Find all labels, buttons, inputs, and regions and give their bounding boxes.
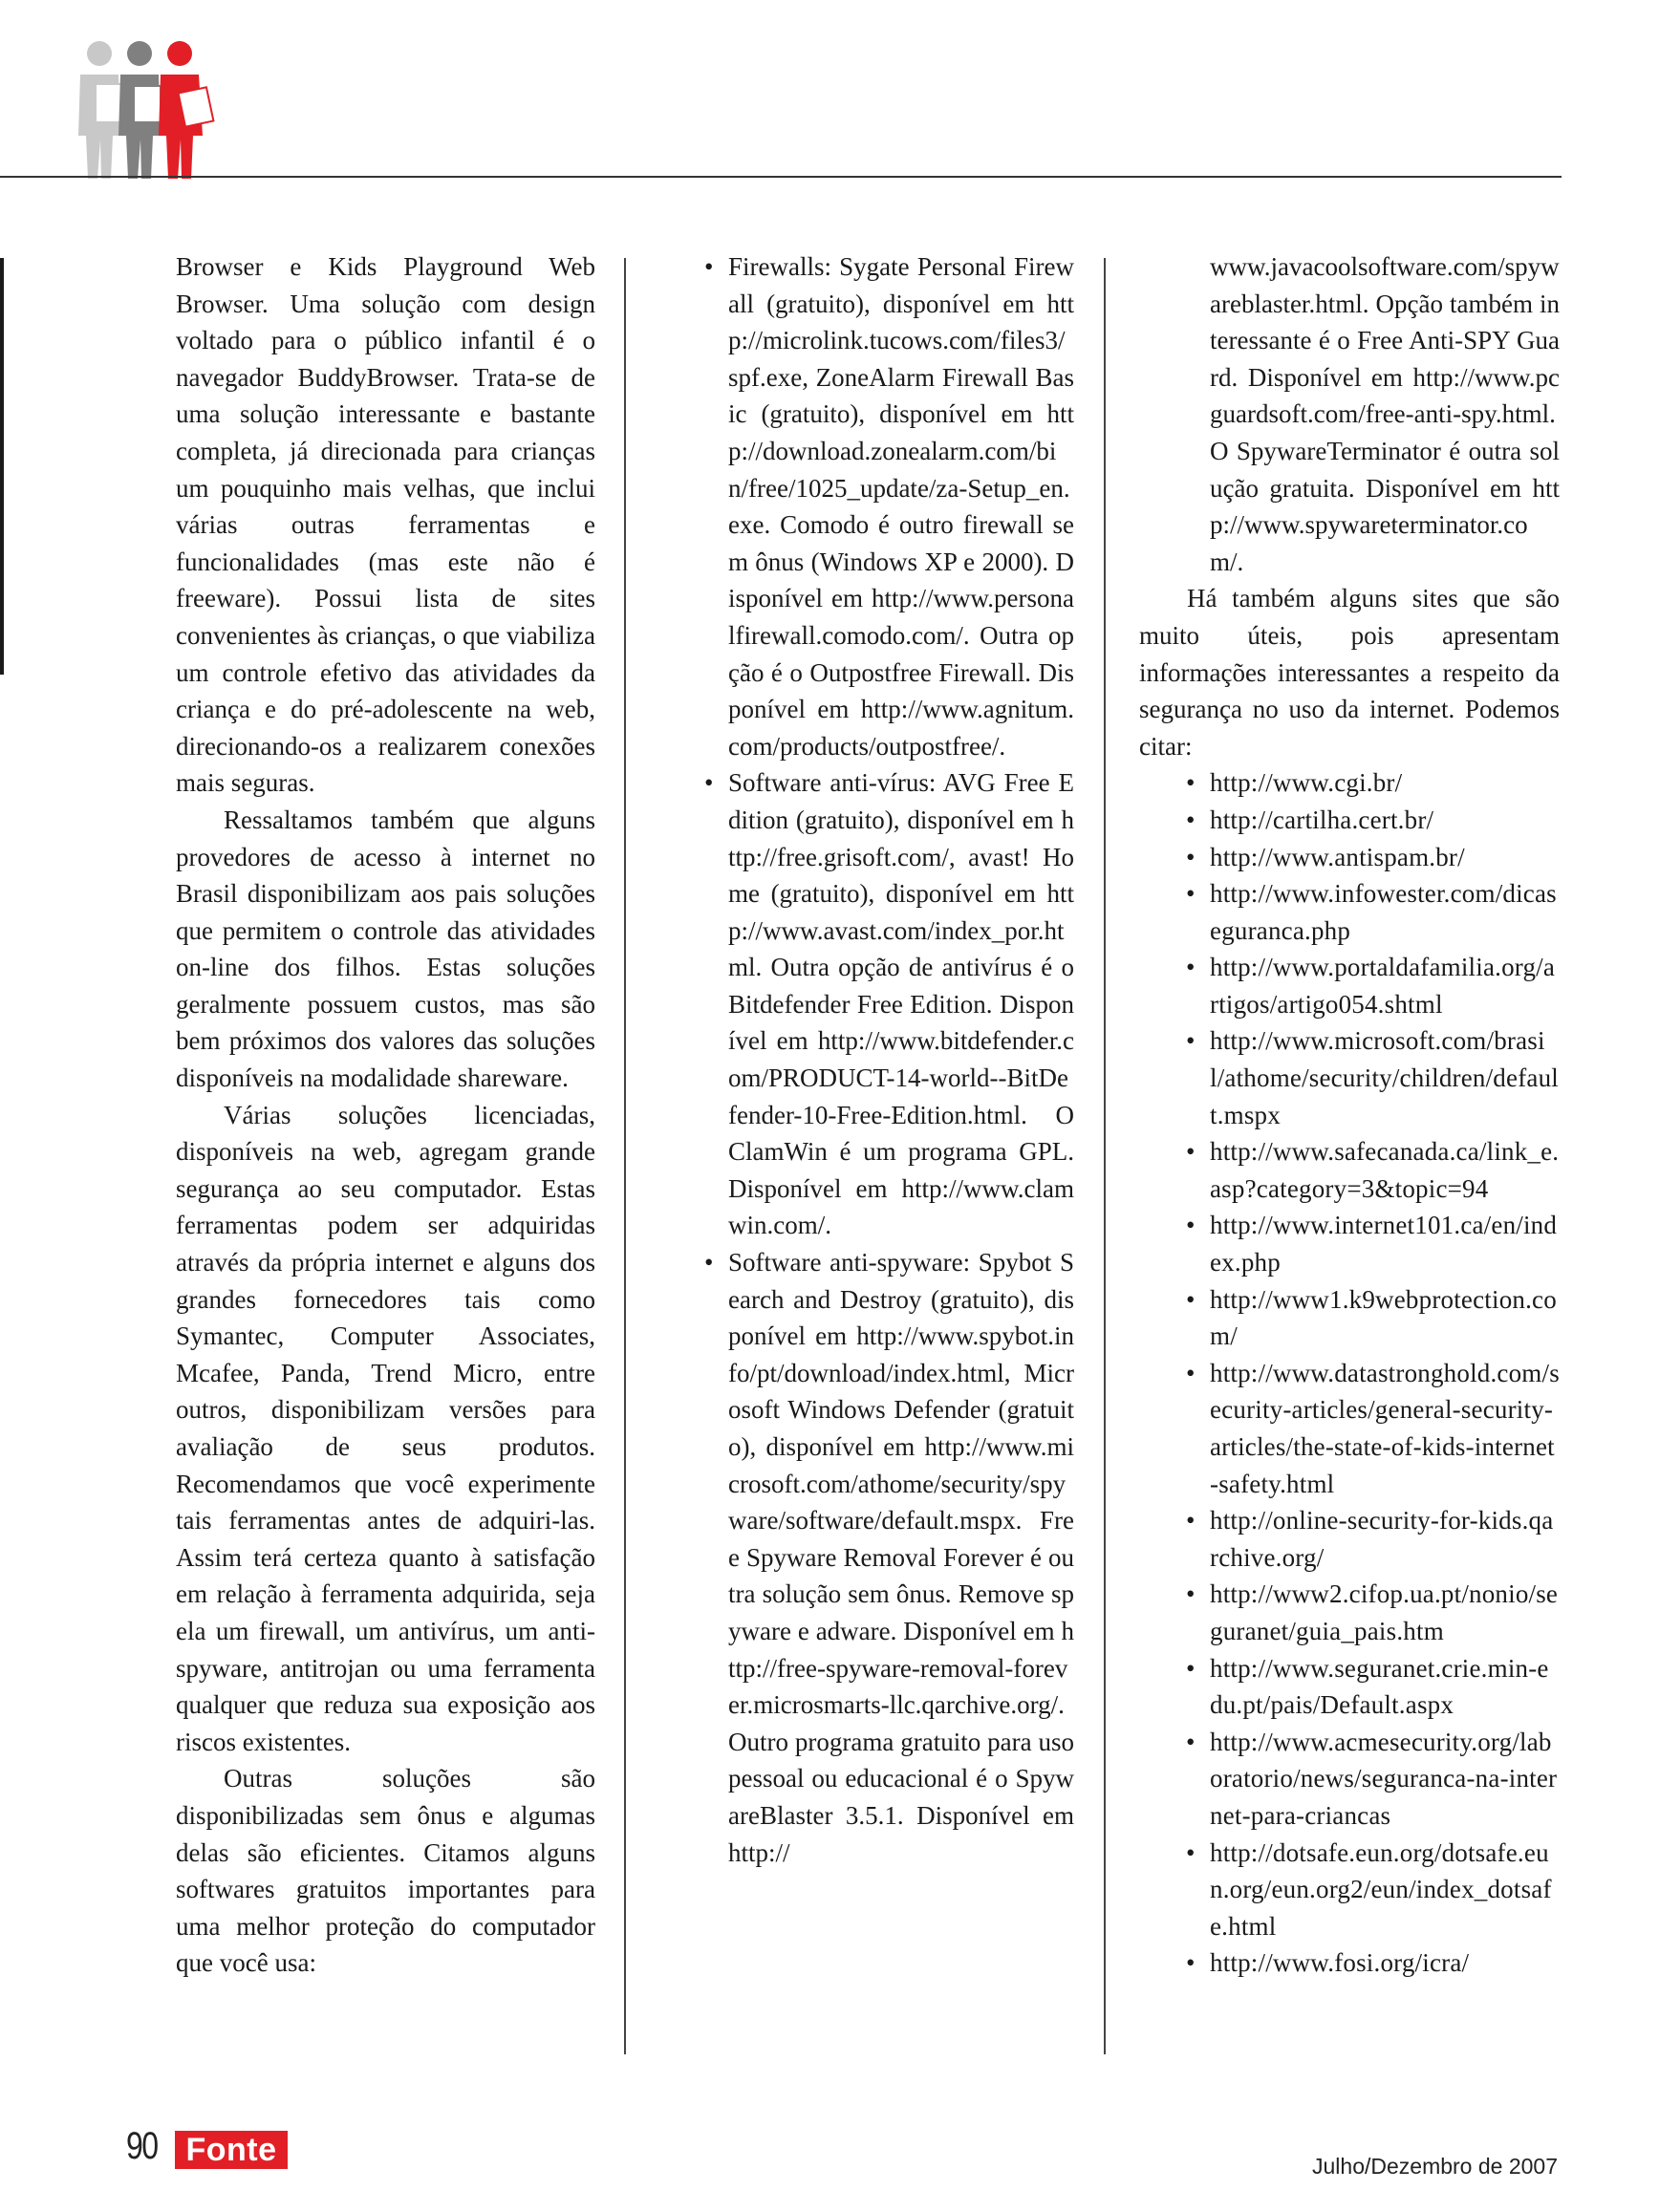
list-item: • Software anti-vírus: AVG Free Edition (gratuito), disponível em http://free.grisoft.com/, avast! Home (gratuito), disponível em http://www.avast.com/index_por.html. Outra opção de antivírus é o Bitdefender Free Edition. Disponível em http://www.bitdefender.com/PRODUCT-14-world--BitDefender-10-Free-Edition.html. O ClamWin é um programa GPL. Disponível em http://www.clamwin.com/. (728, 764, 1074, 1244)
bullet-icon: • (1186, 1358, 1196, 1387)
link-item (1186, 1502, 1560, 1576)
link-item (1186, 802, 1560, 839)
brand-logo: Fonte (175, 2131, 288, 2169)
link-item (1186, 1650, 1560, 1724)
paragraph: Várias soluções licenciadas, disponíveis na web, agregam grande segurança ao seu computador. Estas ferramentas podem ser adquiridas através da própria internet e alguns dos grandes fornecedores tais como Symantec, Computer Associates, Mcafee, Panda, Trend Micro, entre outros, disponibilizam versões para avaliação de seus produtos. Recomendamos que você experimente tais ferramentas antes de adquiri-las. Assim terá certeza quanto à satisfação em relação à ferramenta adquirida, seja ela um firewall, um antivírus, um anti-spyware, antitrojan ou uma ferramenta qualquer que reduza sua exposição aos riscos existentes. (176, 1100, 595, 1756)
bullet-icon: • (1186, 1727, 1196, 1756)
column-3 (1139, 248, 1560, 1982)
bullet-icon: • (1186, 879, 1196, 909)
link-item (1186, 1944, 1560, 1982)
bullet-icon: • (1186, 1948, 1196, 1978)
link-item (1186, 875, 1560, 949)
link-text[interactable]: http://www.fosi.org/icra/ (1210, 1948, 1470, 1978)
link-item (1186, 1281, 1560, 1355)
link-text[interactable]: http://dotsafe.eun.org/dotsafe.eun.org/eun.org2/eun/index_dotsafe.html (1210, 1837, 1552, 1941)
three-people-logo-icon (75, 40, 218, 179)
link-text[interactable]: http://cartilha.cert.br/ (1210, 805, 1434, 834)
bullet-icon: • (1186, 1026, 1196, 1056)
issue-date: Julho/Dezembro de 2007 (1312, 2154, 1558, 2179)
link-text[interactable]: http://www2.cifop.ua.pt/nonio/seguranet/guia_pais.htm (1210, 1579, 1559, 1645)
link-item (1186, 949, 1560, 1022)
links-list (1186, 764, 1560, 1982)
link-item (1186, 1576, 1560, 1649)
header-rule (0, 176, 1562, 178)
bullet-icon: • (704, 768, 714, 798)
link-text[interactable]: http://www.safecanada.ca/link_e.asp?category=3&topic=94 (1210, 1137, 1560, 1203)
link-item (1186, 1207, 1560, 1280)
link-text[interactable]: http://www.seguranet.crie.min-edu.pt/pais/Default.aspx (1210, 1653, 1549, 1720)
bullet-icon: • (1186, 1284, 1196, 1314)
bullet-icon: • (1186, 805, 1196, 834)
paragraph: www.javacoolsoftware.com/spywareblaster.html. Opção também interessante é o Free Anti-SPY Guard. Disponível em http://www.pcguardsoft.com/free-anti-spy.html. O SpywareTerminator é outra solução gratuita. Disponível em http://www.spywareterminator.com/. (1210, 252, 1560, 576)
link-item (1186, 764, 1560, 802)
link-text[interactable]: http://www.acmesecurity.org/laboratorio/news/seguranca-na-internet-para-criancas (1210, 1727, 1558, 1830)
bullet-icon: • (1186, 1653, 1196, 1683)
bullet-icon: • (1186, 1211, 1196, 1240)
list-item: • Firewalls: Sygate Personal Firewall (gratuito), disponível em http://microlink.tucows.com/files3/spf.exe, ZoneAlarm Firewall Basic (gratuito), disponível em http://download.zonealarm.com/bin/free/1025_update/za-Setup_en.exe. Comodo é outro firewall sem ônus (Windows XP e 2000). Disponível em http://www.personalfirewall.comodo.com/. Outra opção é o Outpostfree Firewall. Disponível em http://www.agnitum.com/products/outpostfree/. (728, 248, 1074, 764)
margin-mark (0, 258, 4, 675)
paragraph: Há também alguns sites que são muito úteis, pois apresentam informações interessantes a respeito da segurança no uso da internet. Podemos citar: (1139, 584, 1560, 761)
software-list (704, 248, 1074, 1871)
column-2 (704, 248, 1074, 1871)
bullet-icon: • (1186, 1837, 1196, 1867)
link-text[interactable]: http://www.antispam.br/ (1210, 842, 1465, 871)
link-text[interactable]: http://www.internet101.ca/en/index.php (1210, 1211, 1558, 1278)
link-text[interactable]: http://www1.k9webprotection.com/ (1210, 1284, 1557, 1351)
column-1 (176, 248, 595, 1982)
bullet-icon: • (1186, 1506, 1196, 1536)
bullet-icon: • (1186, 1579, 1196, 1609)
link-item (1186, 1022, 1560, 1133)
column-divider (1104, 258, 1106, 2054)
list-item: • Software anti-spyware: Spybot Search and Destroy (gratuito), disponível em http://www.spybot.info/pt/download/index.html, Microsoft Windows Defender (gratuito), disponível em http://www.microsoft.com/athome/security/spyware/software/default.mspx. Free Spyware Removal Forever é outra solução sem ônus. Remove spyware e adware. Disponível em http://free-spyware-removal-forever.microsmarts-llc.qarchive.org/. Outro programa gratuito para uso pessoal ou educacional é o SpywareBlaster 3.5.1. Disponível em http:// (728, 1244, 1074, 1871)
bullet-icon: • (1186, 768, 1196, 798)
bullet-icon: • (1186, 842, 1196, 871)
paragraph: Outras soluções são disponibilizadas sem ônus e algumas delas são eficientes. Citamos alguns softwares gratuitos importantes para uma melhor proteção do computador que você usa: (176, 1764, 595, 1978)
link-text[interactable]: http://www.portaldafamilia.org/artigos/artigo054.shtml (1210, 953, 1556, 1019)
link-text[interactable]: http://www.cgi.br/ (1210, 768, 1403, 798)
link-text[interactable]: http://www.datastronghold.com/security-articles/general-security-articles/the-state-of-kids-internet-safety.html (1210, 1358, 1560, 1498)
link-item (1186, 1133, 1560, 1207)
link-item (1186, 1355, 1560, 1502)
link-text[interactable]: http://online-security-for-kids.qarchive.org/ (1210, 1506, 1554, 1572)
paragraph: Browser e Kids Playground Web Browser. Uma solução com design voltado para o público infantil é o navegador BuddyBrowser. Trata-se de uma solução interessante e bastante completa, já direcionada para crianças um pouquinho mais velhas, que inclui várias outras ferramentas e funcionalidades (mas este não é freeware). Possui lista de sites convenientes às crianças, o que viabiliza um controle efetivo das atividades da criança e do pré-adolescente na web, direcionando-os a realizarem conexões mais seguras. (176, 252, 595, 798)
paragraph: Ressaltamos também que alguns provedores de acesso à internet no Brasil disponibilizam aos pais soluções que permitem o controle das atividades on-line dos filhos. Estas soluções geralmente possuem custos, mas são bem próximos dos valores das soluções disponíveis na modalidade shareware. (176, 805, 595, 1093)
bullet-icon: • (1186, 953, 1196, 982)
bullet-icon: • (704, 1248, 714, 1278)
link-text[interactable]: http://www.microsoft.com/brasil/athome/security/children/default.mspx (1210, 1026, 1559, 1129)
bullet-icon: • (704, 252, 714, 281)
link-text[interactable]: http://www.infowester.com/dicaseguranca.php (1210, 879, 1557, 945)
page-number: 90 (126, 2125, 158, 2167)
link-item (1186, 839, 1560, 876)
column-divider (624, 258, 626, 2054)
link-item (1186, 1724, 1560, 1835)
link-item (1186, 1835, 1560, 1945)
bullet-icon: • (1186, 1137, 1196, 1167)
